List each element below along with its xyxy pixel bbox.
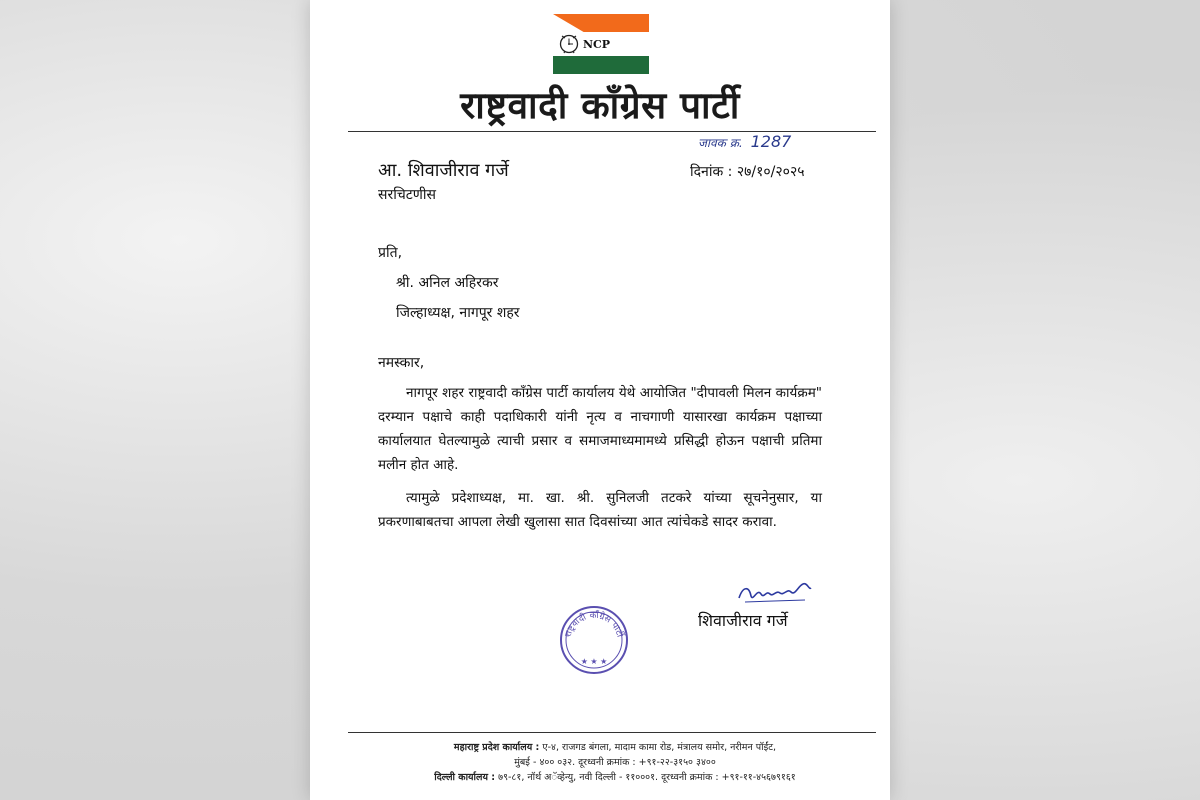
party-name-heading: राष्ट्रवादी काँग्रेस पार्टी <box>460 84 740 127</box>
greeting: नमस्कार, <box>378 355 425 371</box>
svg-text:राष्ट्रवादी काँग्रेस पार्टी: राष्ट्रवादी काँग्रेस पार्टी <box>563 610 625 639</box>
footer-addresses <box>370 740 860 785</box>
recipient-salutation: प्रति, <box>378 245 403 261</box>
svg-text:★ ★ ★: ★ ★ ★ <box>580 657 608 666</box>
header-divider <box>348 131 876 132</box>
body-paragraph-1: नागपूर शहर राष्ट्रवादी काँग्रेस पार्टी कार्यालय येथे आयोजित "दीपावली मिलन कार्यक्रम" दरम्यान पक्षाचे काही पदाधिकारी यांनी नृत्य व नाचगाणी यासारखा कार्यक्रम पक्षाच्या कार्यालयात घेतल्यामुळे त्याची प्रसार व समाजमाध्यमामध्ये प्रसिद्धी होऊन पक्षाची प्रतिमा मलीन होत आहे. <box>378 385 822 473</box>
letter-date: दिनांक : २७/१०/२०२५ <box>690 164 805 180</box>
recipient-name: श्री. अनिल अहिरकर <box>396 275 499 291</box>
footer-delhi-line <box>370 770 860 785</box>
letter-page <box>310 0 890 800</box>
party-seal-stamp <box>558 604 630 676</box>
footer-divider <box>348 732 876 733</box>
reference-number <box>698 132 791 151</box>
reference-label: जावक क्र. <box>698 136 743 150</box>
footer-delhi-label: दिल्ली कार्यालय : <box>434 772 496 783</box>
footer-delhi-address: ७९-८१, नॉर्थ अॅव्हेन्यु, नवी दिल्ली - ११०००१. दूरध्वनी क्रमांक : +९१-११-४५६७९१६१ <box>498 772 796 783</box>
ncp-logo <box>553 14 649 74</box>
footer-maharashtra-address: ए-४, राजगड बंगला, मादाम कामा रोड, मंत्रालय समोर, नरीमन पॉईंट, <box>542 742 777 753</box>
body-paragraph-2: त्यामुळे प्रदेशाध्यक्ष, मा. खा. श्री. सुनिलजी तटकरे यांच्या सूचनेनुसार, या प्रकरणाबाबतचा आपला लेखी खुलासा सात दिवसांच्या आत त्यांचेकडे सादर करावा. <box>378 490 822 530</box>
sender-title: सरचिटणीस <box>378 187 436 203</box>
signer-name: शिवाजीराव गर्जे <box>698 611 788 630</box>
recipient-block <box>378 243 520 333</box>
handwritten-signature <box>735 578 815 608</box>
sender-name: आ. शिवाजीराव गर्जे <box>378 160 509 181</box>
footer-maharashtra-line2: मुंबई - ४०० ०३२. दूरध्वनी क्रमांक : +९१-२२-३१५० ३४०० <box>514 757 716 768</box>
recipient-designation: जिल्हाध्यक्ष, नागपूर शहर <box>396 305 520 321</box>
svg-text:NCP: NCP <box>583 38 611 51</box>
footer-maharashtra-label: महाराष्ट्र प्रदेश कार्यालय : <box>453 742 540 753</box>
reference-value: 1287 <box>750 132 792 151</box>
footer-maharashtra-line <box>370 740 860 755</box>
